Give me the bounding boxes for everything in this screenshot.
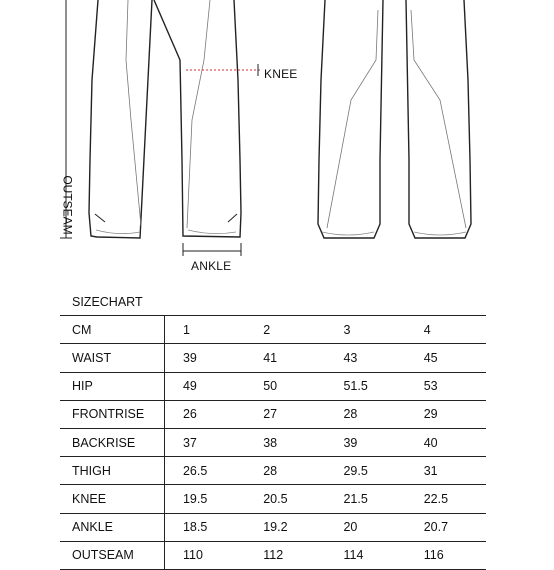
- row-label: OUTSEAM: [60, 541, 164, 569]
- row-label: BACKRISE: [60, 428, 164, 456]
- table-cell: 29.5: [325, 457, 405, 485]
- table-cell: 29: [406, 400, 486, 428]
- table-cell: 28: [245, 457, 325, 485]
- row-label: FRONTRISE: [60, 400, 164, 428]
- header-cell: CM: [60, 316, 164, 344]
- header-cell: 1: [164, 316, 245, 344]
- row-label: THIGH: [60, 457, 164, 485]
- table-cell: 18.5: [164, 513, 245, 541]
- row-label: ANKLE: [60, 513, 164, 541]
- table-row: [60, 372, 486, 400]
- table-cell: 20.7: [406, 513, 486, 541]
- table-row: [60, 344, 486, 372]
- outseam-label: OUTSEAM: [60, 175, 75, 235]
- table-row: [60, 400, 486, 428]
- table-cell: 45: [406, 344, 486, 372]
- ankle-label: ANKLE: [191, 259, 232, 273]
- back-right-leg: [406, 0, 471, 238]
- table-cell: 110: [164, 541, 245, 569]
- ankle-dimension: [183, 243, 241, 256]
- table-cell: 21.5: [325, 485, 405, 513]
- table-cell: 28: [325, 400, 405, 428]
- front-left-leg: [89, 0, 152, 238]
- row-label: HIP: [60, 372, 164, 400]
- table-title-row: [60, 288, 486, 316]
- table-cell: 38: [245, 428, 325, 456]
- table-cell: 114: [325, 541, 405, 569]
- table-cell: 53: [406, 372, 486, 400]
- table-cell: 112: [245, 541, 325, 569]
- table-row: [60, 485, 486, 513]
- header-cell: 4: [406, 316, 486, 344]
- table-row: [60, 541, 486, 569]
- table-header-row: [60, 316, 486, 344]
- table-row: [60, 428, 486, 456]
- table-cell: 37: [164, 428, 245, 456]
- knee-label: KNEE: [264, 67, 298, 81]
- table-row: [60, 457, 486, 485]
- table-cell: 51.5: [325, 372, 405, 400]
- table-cell: 31: [406, 457, 486, 485]
- table-cell: 27: [245, 400, 325, 428]
- table-cell: 19.2: [245, 513, 325, 541]
- row-label: KNEE: [60, 485, 164, 513]
- row-label: WAIST: [60, 344, 164, 372]
- back-left-leg: [318, 0, 383, 238]
- table-cell: 20.5: [245, 485, 325, 513]
- table-cell: 19.5: [164, 485, 245, 513]
- table-cell: 49: [164, 372, 245, 400]
- table-cell: 39: [164, 344, 245, 372]
- table-cell: 40: [406, 428, 486, 456]
- table-cell: 116: [406, 541, 486, 569]
- table-cell: 39: [325, 428, 405, 456]
- table-cell: 26.5: [164, 457, 245, 485]
- table-cell: 43: [325, 344, 405, 372]
- table-cell: 41: [245, 344, 325, 372]
- size-chart-table: [60, 288, 486, 570]
- header-cell: 3: [325, 316, 405, 344]
- table-cell: 22.5: [406, 485, 486, 513]
- table-cell: 50: [245, 372, 325, 400]
- header-cell: 2: [245, 316, 325, 344]
- table-cell: 20: [325, 513, 405, 541]
- size-chart-title: SIZECHART: [60, 288, 486, 316]
- front-right-leg: [154, 0, 241, 237]
- table-cell: 26: [164, 400, 245, 428]
- table-row: [60, 513, 486, 541]
